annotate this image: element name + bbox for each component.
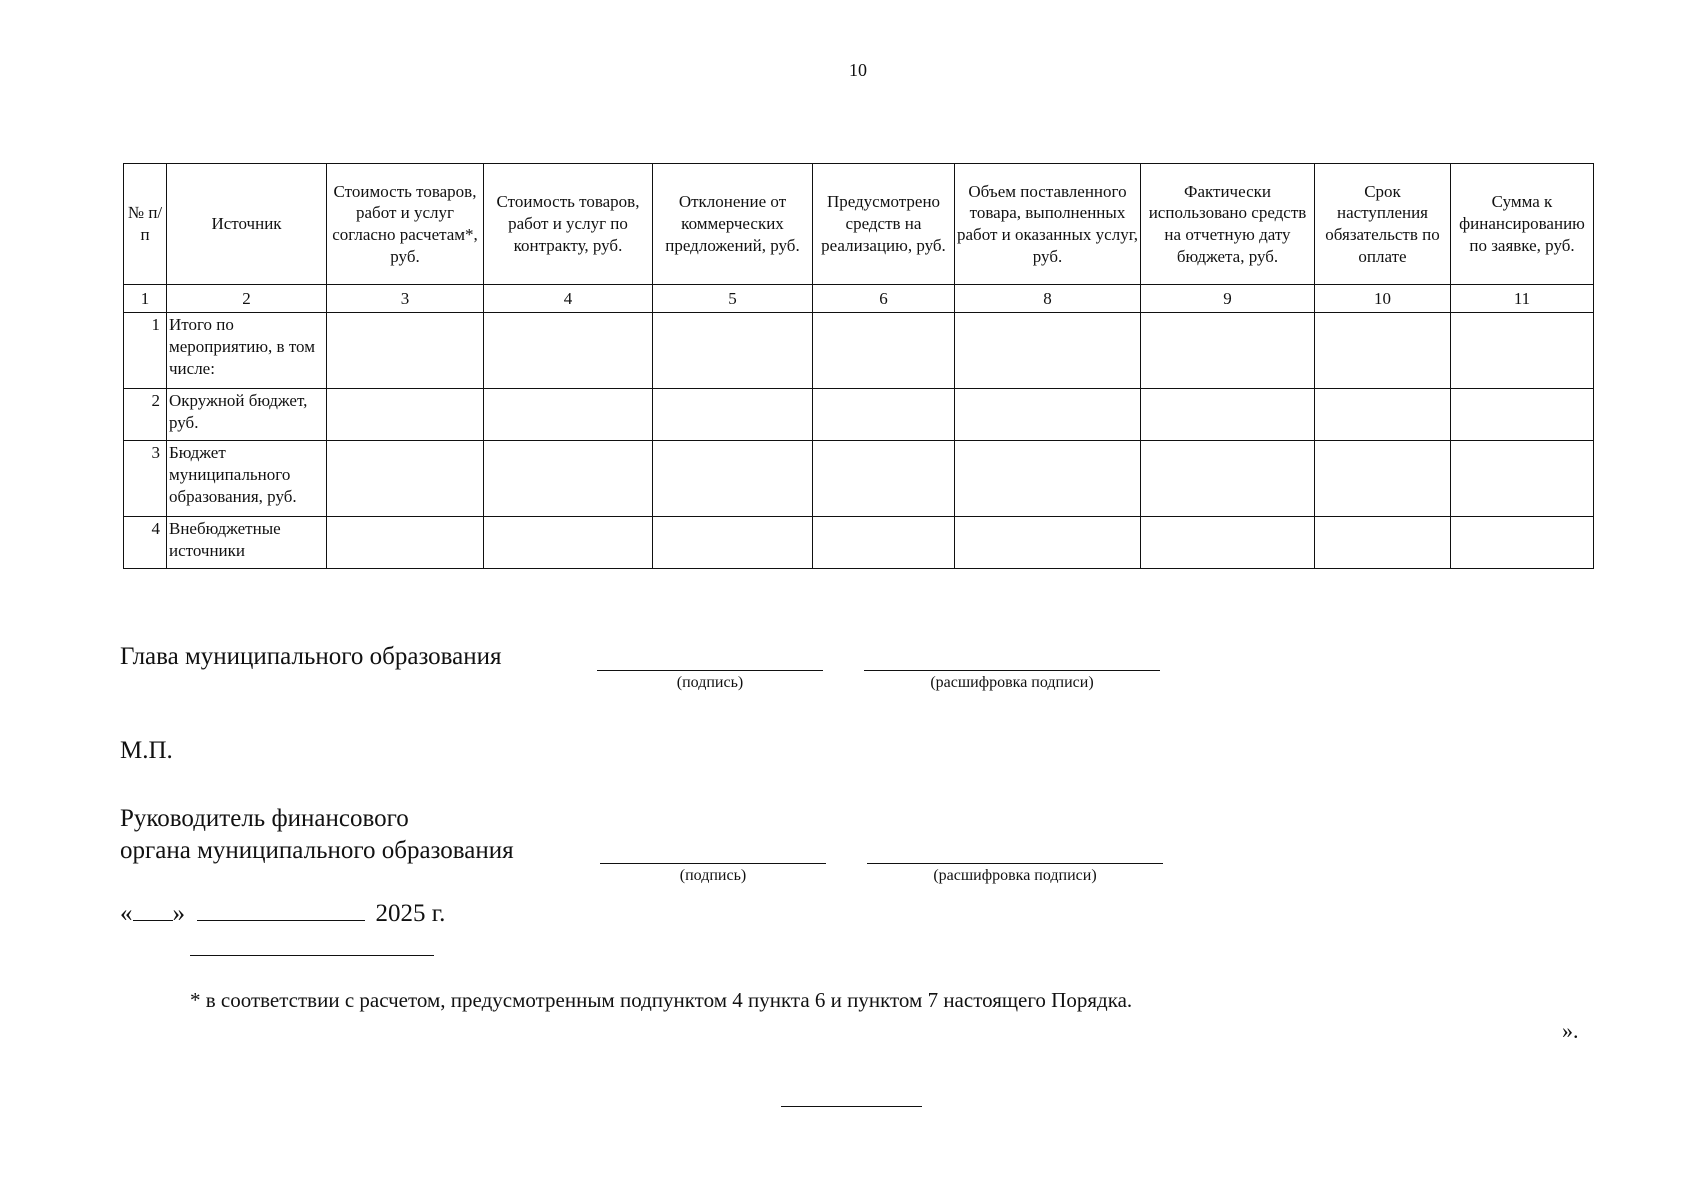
empty-cell xyxy=(653,441,813,517)
empty-cell xyxy=(1315,441,1451,517)
row-source: Бюджет муниципального образования, руб. xyxy=(167,441,327,517)
finance-decryption-hint: (расшифровка подписи) xyxy=(933,867,1097,884)
finance-signature-hint: (подпись) xyxy=(679,867,747,884)
finance-title-line1: Руководитель финансового xyxy=(120,805,409,832)
empty-cell xyxy=(955,313,1141,389)
divider-line xyxy=(190,955,434,956)
column-number: 8 xyxy=(955,285,1141,313)
empty-cell xyxy=(813,441,955,517)
head-decryption-line[interactable] xyxy=(864,670,1160,671)
header-cell: Источник xyxy=(167,164,327,285)
row-number: 2 xyxy=(124,389,167,441)
empty-cell xyxy=(1451,441,1594,517)
column-number-row xyxy=(124,285,1594,313)
empty-cell xyxy=(327,389,484,441)
empty-cell xyxy=(1141,441,1315,517)
row-number: 4 xyxy=(124,517,167,569)
header-cell: Стоимость товаров, работ и услуг по контракту, руб. xyxy=(484,164,653,285)
table-row xyxy=(124,441,1594,517)
date-close-quote: » xyxy=(172,900,185,927)
header-cell: Фактически использовано средств на отчетную дату бюджета, руб. xyxy=(1141,164,1315,285)
row-number: 3 xyxy=(124,441,167,517)
empty-cell xyxy=(955,441,1141,517)
empty-cell xyxy=(484,389,653,441)
column-number: 3 xyxy=(327,285,484,313)
table-row xyxy=(124,517,1594,569)
column-number: 5 xyxy=(653,285,813,313)
empty-cell xyxy=(813,389,955,441)
empty-cell xyxy=(327,313,484,389)
footnote: * в соответствии с расчетом, предусмотренным подпунктом 4 пункта 6 и пунктом 7 настоящего Порядка. xyxy=(190,988,1133,1012)
header-cell: Сумма к финансированию по заявке, руб. xyxy=(1451,164,1594,285)
empty-cell xyxy=(1315,517,1451,569)
empty-cell xyxy=(955,389,1141,441)
end-divider xyxy=(781,1106,922,1107)
header-cell: № п/п xyxy=(124,164,167,285)
funding-report-table xyxy=(123,163,1594,569)
empty-cell xyxy=(484,517,653,569)
empty-cell xyxy=(1451,389,1594,441)
empty-cell xyxy=(1141,389,1315,441)
table-row xyxy=(124,313,1594,389)
header-cell: Стоимость товаров, работ и услуг согласно расчетам*, руб. xyxy=(327,164,484,285)
page-number: 10 xyxy=(849,60,867,80)
column-number: 6 xyxy=(813,285,955,313)
finance-signature-line[interactable] xyxy=(600,863,826,864)
empty-cell xyxy=(813,517,955,569)
empty-cell xyxy=(484,313,653,389)
table-row xyxy=(124,389,1594,441)
empty-cell xyxy=(1451,313,1594,389)
empty-cell xyxy=(1451,517,1594,569)
empty-cell xyxy=(327,441,484,517)
empty-cell xyxy=(813,313,955,389)
empty-cell xyxy=(1141,313,1315,389)
empty-cell xyxy=(484,441,653,517)
column-number: 2 xyxy=(167,285,327,313)
row-source: Окружной бюджет, руб. xyxy=(167,389,327,441)
header-cell: Объем поставленного товара, выполненных работ и оказанных услуг, руб. xyxy=(955,164,1141,285)
empty-cell xyxy=(653,313,813,389)
row-source: Внебюджетные источники xyxy=(167,517,327,569)
empty-cell xyxy=(1315,389,1451,441)
header-cell: Отклонение от коммерческих предложений, руб. xyxy=(653,164,813,285)
closing-mark: ». xyxy=(1562,1018,1579,1043)
row-source: Итого по мероприятию, в том числе: xyxy=(167,313,327,389)
column-number: 10 xyxy=(1315,285,1451,313)
table-header-row xyxy=(124,164,1594,285)
row-number: 1 xyxy=(124,313,167,389)
column-number: 9 xyxy=(1141,285,1315,313)
head-title: Глава муниципального образования xyxy=(120,643,502,670)
empty-cell xyxy=(1315,313,1451,389)
column-number: 11 xyxy=(1451,285,1594,313)
empty-cell xyxy=(955,517,1141,569)
finance-decryption-line[interactable] xyxy=(867,863,1163,864)
head-decryption-hint: (расшифровка подписи) xyxy=(930,674,1094,691)
date-year: 2025 г. xyxy=(375,900,446,927)
date-line xyxy=(120,898,445,928)
date-open-quote: « xyxy=(120,900,133,927)
head-signature-line[interactable] xyxy=(597,670,823,671)
empty-cell xyxy=(653,517,813,569)
month-field[interactable] xyxy=(197,898,365,921)
empty-cell xyxy=(1141,517,1315,569)
day-field[interactable] xyxy=(133,898,173,921)
column-number: 4 xyxy=(484,285,653,313)
column-number: 1 xyxy=(124,285,167,313)
empty-cell xyxy=(653,389,813,441)
stamp-place: М.П. xyxy=(120,737,173,764)
header-cell: Срок наступления обязательств по оплате xyxy=(1315,164,1451,285)
head-signature-hint: (подпись) xyxy=(676,674,744,691)
header-cell: Предусмотрено средств на реализацию, руб. xyxy=(813,164,955,285)
empty-cell xyxy=(327,517,484,569)
finance-title-line2: органа муниципального образования xyxy=(120,837,514,864)
